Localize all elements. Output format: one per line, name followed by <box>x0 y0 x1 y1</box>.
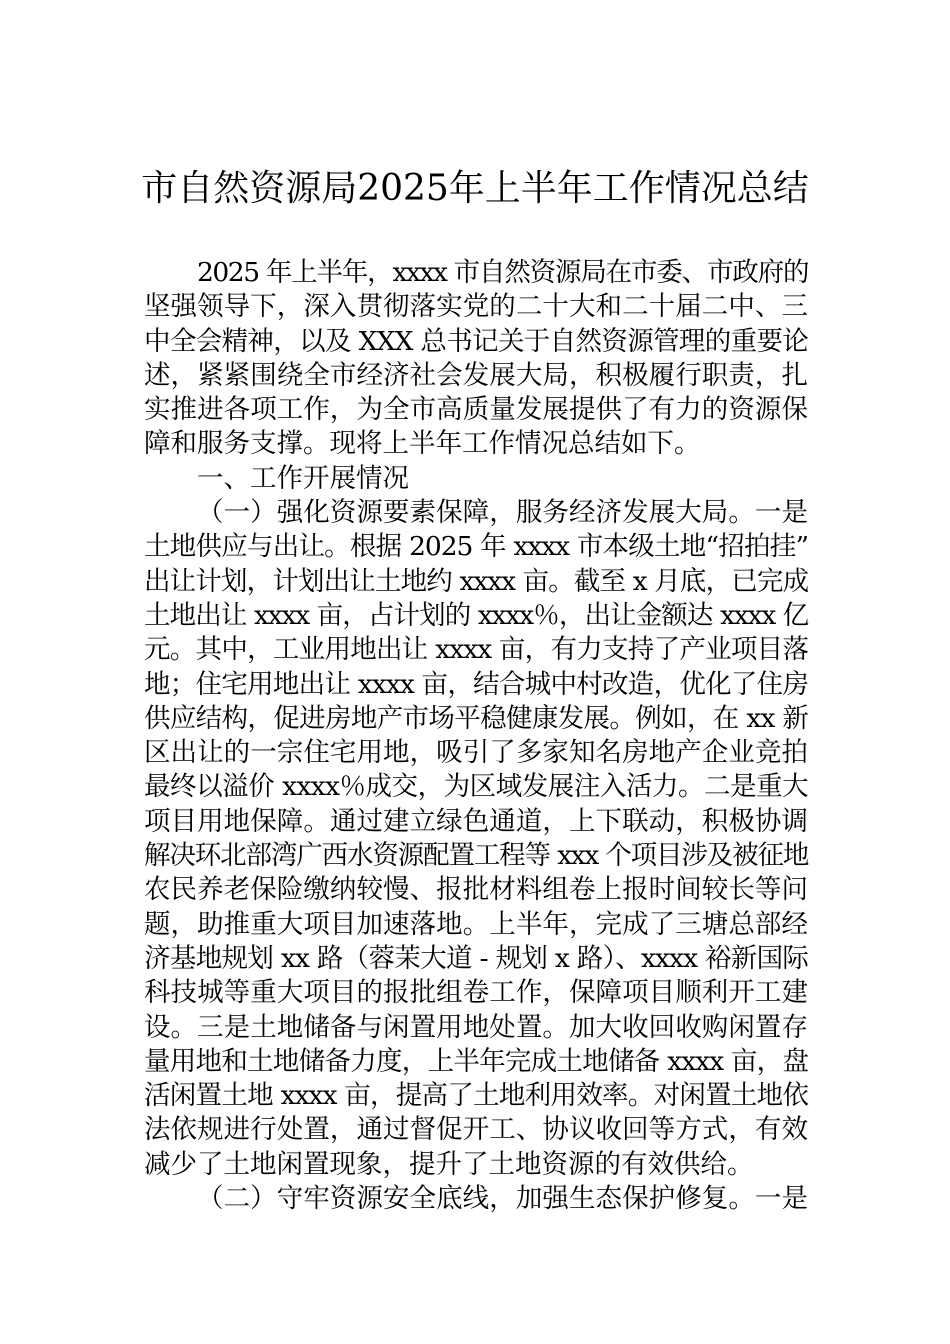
document-body <box>144 256 808 1216</box>
text-line: （一）强化资源要素保障，服务经济发展大局。一是 <box>197 497 808 529</box>
text-line: 量用地和土地储备力度，上半年完成土地储备 xxxx 亩，盘 <box>144 1045 808 1077</box>
text-line: 活闲置土地 xxxx 亩，提高了土地利用效率。对闲置土地依 <box>144 1080 808 1112</box>
text-line: 农民养老保险缴纳较慢、报批材料组卷上报时间较长等问 <box>144 874 808 906</box>
text-line: 出让计划，计划出让土地约 xxxx 亩。截至 x 月底，已完成 <box>144 565 808 597</box>
text-line: 法依规进行处置，通过督促开工、协议收回等方式，有效 <box>144 1114 808 1146</box>
text-line: 地；住宅用地出让 xxxx 亩，结合城中村改造，优化了住房 <box>144 668 808 700</box>
document-title: 市自然资源局2025年上半年工作情况总结 <box>141 168 809 209</box>
text-line: （二）守牢资源安全底线，加强生态保护修复。一是 <box>197 1183 808 1215</box>
text-line: 供应结构，促进房地产市场平稳健康发展。例如，在 xx 新 <box>144 702 808 734</box>
text-line: 土地供应与出让。根据 2025 年 xxxx 市本级土地“招拍挂” <box>144 531 808 563</box>
text-line: 科技城等重大项目的报批组卷工作，保障项目顺利开工建 <box>144 977 808 1009</box>
subsection-paragraph-1 <box>144 496 808 1182</box>
text-line: 解决环北部湾广西水资源配置工程等 xxx 个项目涉及被征地 <box>144 840 808 872</box>
subsection-paragraph-2 <box>144 1182 808 1216</box>
section-heading <box>144 462 808 496</box>
text-line: 一、工作开展情况 <box>197 462 409 494</box>
text-line: 土地出让 xxxx 亩，占计划的 xxxx％，出让金额达 xxxx 亿 <box>144 599 808 631</box>
text-line: 最终以溢价 xxxx％成交，为区域发展注入活力。二是重大 <box>144 771 808 803</box>
text-line: 元。其中，工业用地出让 xxxx 亩，有力支持了产业项目落 <box>144 634 808 666</box>
text-line: 区出让的一宗住宅用地，吸引了多家知名房地产企业竞拍 <box>144 737 808 769</box>
text-line: 述，紧紧围绕全市经济社会发展大局，积极履行职责，扎 <box>144 359 808 391</box>
text-line: 坚强领导下，深入贯彻落实党的二十大和二十届二中、三 <box>144 291 808 323</box>
text-line: 项目用地保障。通过建立绿色通道，上下联动，积极协调 <box>144 805 808 837</box>
text-line: 中全会精神，以及 XXX 总书记关于自然资源管理的重要论 <box>144 325 808 357</box>
text-line: 设。三是土地储备与闲置用地处置。加大收回收购闲置存 <box>144 1011 808 1043</box>
text-line: 2025 年上半年，xxxx 市自然资源局在市委、市政府的 <box>197 257 808 288</box>
text-line: 题，助推重大项目加速落地。上半年，完成了三塘总部经 <box>144 908 808 940</box>
intro-paragraph <box>144 256 808 462</box>
text-line: 减少了土地闲置现象，提升了土地资源的有效供给。 <box>144 1148 754 1180</box>
text-line: 实推进各项工作，为全市高质量发展提供了有力的资源保 <box>144 394 808 426</box>
text-line: 济基地规划 xx 路（蓉茉大道 - 规划 x 路）、xxxx 裕新国际 <box>144 942 808 974</box>
text-line: 障和服务支撑。现将上半年工作情况总结如下。 <box>144 428 701 460</box>
